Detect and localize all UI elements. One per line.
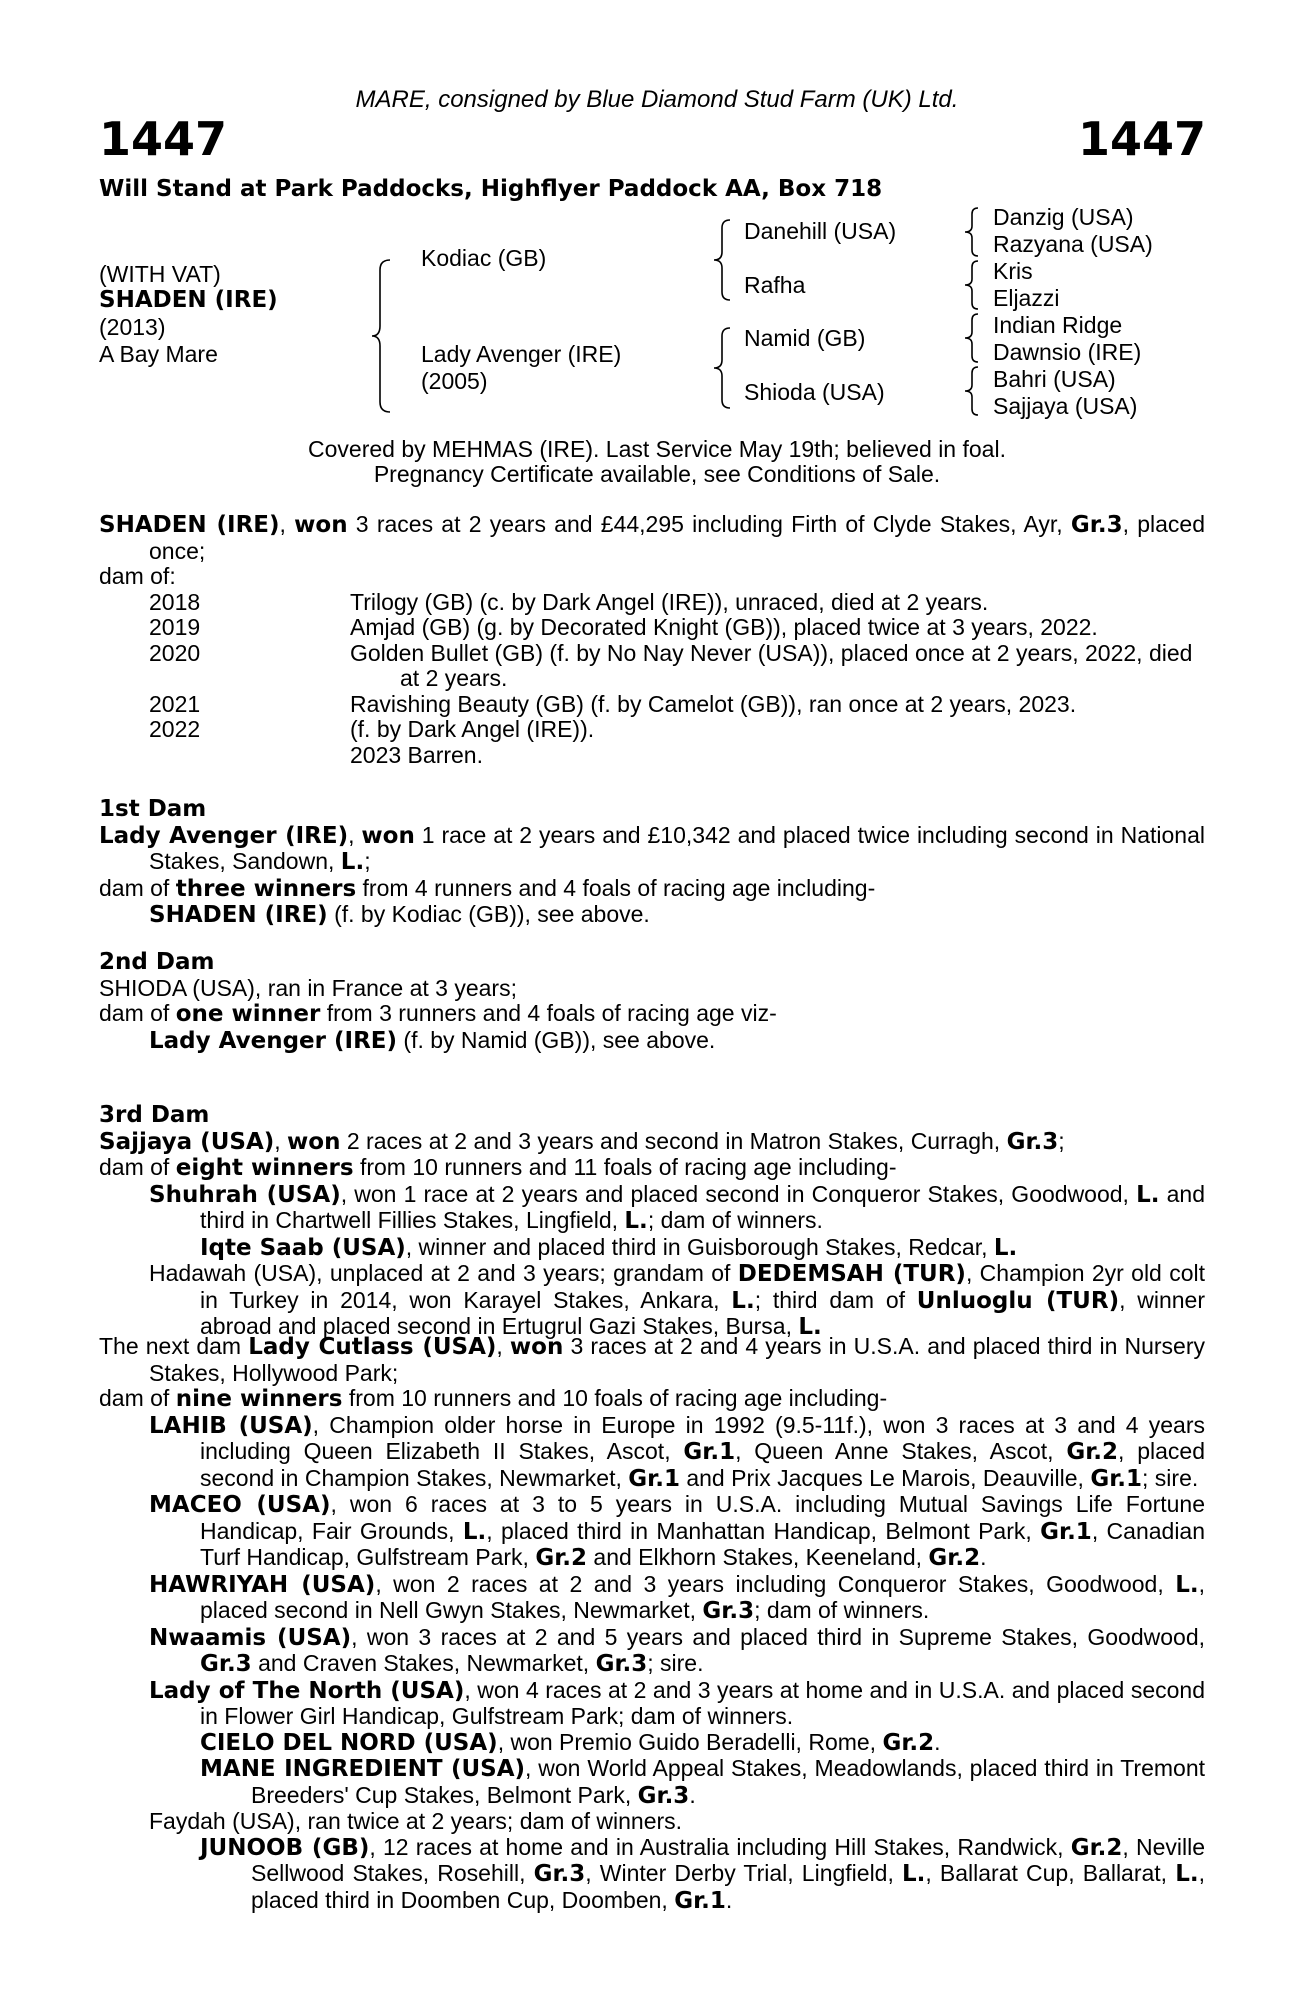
- offspring-text: ; dam of winners.: [647, 1207, 823, 1233]
- offspring-faydah: [149, 1809, 1205, 1835]
- offspring-name: CIELO DEL NORD (USA): [200, 1729, 498, 1756]
- grade: Gr.3: [200, 1651, 252, 1677]
- offspring-text: , 12 races at home and in Australia including Hill Stakes, Randwick,: [369, 1833, 1071, 1860]
- offspring-text: , won World Appeal Stakes, Meadowlands, placed third in Tremont Breeders' Cup Stakes, Belmont Park,: [251, 1755, 1205, 1808]
- offspring-text: .: [725, 1886, 733, 1913]
- produce-year: 2022: [149, 716, 201, 742]
- next-dam-paragraph: The next dam Lady Cutlass (USA), won 3 races at 2 and 4 years in U.S.A. and placed third in Nursery Stakes, Hollywood Park;: [99, 1333, 1206, 1386]
- grade: L.: [1175, 1861, 1199, 1887]
- third-dam-won: won: [287, 1128, 341, 1155]
- next-dam-text: 3 races at 2 and 4 years in U.S.A. and placed third in Nursery Stakes, Hollywood Park;: [149, 1333, 1206, 1386]
- offspring-text: ; dam of winners.: [754, 1597, 930, 1623]
- first-dam-offspring: [149, 902, 1205, 929]
- offspring-lady-of-the-north: [149, 1678, 1205, 1730]
- second-dam-section: [99, 950, 1205, 1054]
- second-dam-heading: 2nd Dam: [99, 949, 215, 975]
- next-dam-section: [99, 1334, 1205, 1914]
- produce-row: [99, 692, 1205, 718]
- lot-number-left: 1447: [99, 112, 228, 166]
- dam-of-text: from 10 runners and 11 foals of racing age including-: [353, 1154, 897, 1180]
- grade: L.: [901, 1861, 926, 1887]
- covered-line: Covered by MEHMAS (IRE). Last Service May 19th; believed in foal.: [308, 436, 1006, 462]
- offspring-text: ; sire.: [1142, 1464, 1199, 1491]
- produce-row: [99, 590, 1205, 616]
- second-dam-line: SHIODA (USA), ran in France at 3 years;: [99, 974, 517, 1001]
- next-dam-name: Lady Cutlass (USA): [248, 1334, 497, 1360]
- produce-text: (f. by Dark Angel (IRE)).: [350, 716, 595, 742]
- offspring-text: , placed second in Champion Stakes, Newmarket,: [200, 1438, 1205, 1491]
- dam-of-text: from 3 runners and 4 foals of racing age viz-: [320, 1000, 777, 1026]
- pedigree-dam-year: (2005): [421, 368, 488, 394]
- offspring-text: , Neville Sellwood Stakes, Rosehill,: [251, 1833, 1205, 1886]
- offspring-text: Hadawah (USA), unplaced at 2 and 3 years; grandam of: [149, 1260, 738, 1286]
- produce-row: [99, 641, 1205, 667]
- offspring-text: and Craven Stakes, Newmarket,: [251, 1650, 596, 1676]
- grade: Gr.2: [535, 1545, 588, 1571]
- grade: Gr.3: [637, 1782, 690, 1809]
- offspring-text: , won 4 races at 2 and 3 years at home and in U.S.A. and placed second in Flower Girl Handicap, Gulfstream Park; dam of winners.: [200, 1676, 1205, 1729]
- pedigree-gen3-4: Eljazzi: [993, 285, 1060, 311]
- pedigree-gen3-6: Dawnsio (IRE): [993, 339, 1142, 365]
- offspring-text: , won 1 race at 2 years and placed second in Conqueror Stakes, Goodwood,: [340, 1180, 1137, 1207]
- grade: L.: [1175, 1571, 1199, 1598]
- first-dam-text-end: ;: [364, 848, 371, 874]
- offspring-text: , won Premio Guido Beradelli, Rome,: [497, 1728, 883, 1755]
- third-dam-produce-summary: [99, 1155, 1205, 1182]
- pedigree-brace-danehill: [962, 206, 984, 258]
- first-dam-name: Lady Avenger (IRE): [99, 822, 349, 849]
- grade: L.: [1136, 1181, 1160, 1208]
- first-dam-text: 1 race at 2 years and £10,342 and placed twice including second in National Stakes, Sandown,: [149, 821, 1205, 874]
- dam-of-label: dam of: [99, 1154, 176, 1180]
- pedigree-gen3-3: Kris: [993, 258, 1033, 284]
- pedigree-gen3-5: Indian Ridge: [993, 312, 1123, 338]
- offspring-text: , placed third in Doomben Cup, Doomben,: [251, 1860, 1205, 1913]
- produce-year: 2020: [149, 639, 201, 666]
- grade: L.: [462, 1518, 487, 1545]
- pedigree-brace-main: [370, 258, 396, 414]
- offspring-hawriyah: [149, 1572, 1205, 1625]
- third-dam-text: 2 races at 2 and 3 years and second in Matron Stakes, Curragh,: [340, 1127, 1007, 1154]
- third-dam-paragraph: Sajjaya (USA), won 2 races at 2 and 3 years and second in Matron Stakes, Curragh, Gr.3;: [99, 1127, 1065, 1155]
- offspring-name: MANE INGREDIENT (USA): [200, 1756, 526, 1782]
- pedigree-gen3-7: Bahri (USA): [993, 366, 1116, 392]
- first-dam-grade: L.: [340, 849, 365, 875]
- pedigree-dam-dam: Shioda (USA): [744, 379, 885, 405]
- offspring-text: (f. by Kodiac (GB)), see above.: [327, 901, 650, 927]
- offspring-name: Nwaamis (USA): [149, 1624, 352, 1651]
- grade: Gr.1: [1040, 1518, 1092, 1545]
- grade: L.: [798, 1314, 822, 1340]
- grade: Gr.1: [1090, 1465, 1143, 1492]
- offspring-text: , placed second in Nell Gwyn Stakes, Newmarket,: [200, 1570, 1205, 1623]
- pedigree-sire-dam: Rafha: [744, 272, 806, 298]
- offspring-name: Lady Avenger (IRE): [149, 1027, 398, 1054]
- first-dam-won: won: [361, 822, 415, 849]
- offspring-maceo: [149, 1492, 1205, 1572]
- next-dam-produce-summary: [99, 1386, 1205, 1413]
- offspring-name: Iqte Saab (USA): [200, 1234, 406, 1261]
- offspring-text: , won 6 races at 3 to 5 years in U.S.A. including Mutual Savings Life Fortune Handicap, Fair Grounds,: [200, 1491, 1206, 1544]
- summary-paragraph: SHADEN (IRE), won 3 races at 2 years and £44,295 including Firth of Clyde Stakes, Ayr, Gr.3, placed once;: [99, 511, 1206, 564]
- dam-of-text: from 10 runners and 10 foals of racing age including-: [342, 1385, 888, 1411]
- grade: Gr.1: [683, 1439, 736, 1465]
- offspring-name: MACEO (USA): [149, 1492, 331, 1518]
- dam-of-label: dam of: [99, 1000, 176, 1026]
- pedigree-dam: Lady Avenger (IRE): [421, 341, 622, 367]
- produce-row: [99, 717, 1205, 743]
- offspring-text: Faydah (USA), ran twice at 2 years; dam of winners.: [149, 1808, 683, 1834]
- offspring-text: .: [980, 1544, 987, 1570]
- produce-row-continuation: 2023 Barren.: [350, 741, 483, 768]
- offspring-shuhrah: [149, 1182, 1205, 1235]
- summary-won: won: [294, 512, 348, 538]
- winners-count: one winner: [175, 1001, 321, 1027]
- offspring-text: , Canadian Turf Handicap, Gulfstream Park,: [200, 1517, 1206, 1570]
- pedigree-brace-rafha: [962, 259, 984, 311]
- winners-count: eight winners: [175, 1155, 354, 1181]
- first-dam-paragraph: Lady Avenger (IRE), won 1 race at 2 years and £10,342 and placed twice including second in National Stakes, Sandown, L.;: [99, 821, 1205, 875]
- dam-of-label: dam of: [99, 874, 176, 901]
- offspring-iqte-saab: [200, 1235, 1205, 1262]
- produce-row-continuation: at 2 years.: [400, 665, 508, 691]
- pedigree-gen3-1: Danzig (USA): [993, 204, 1134, 230]
- pedigree-brace-shioda: [962, 365, 984, 417]
- summary-horse-name: SHADEN (IRE): [99, 512, 280, 538]
- grade: Gr.1: [674, 1887, 726, 1914]
- produce-year: 2018: [149, 588, 201, 615]
- grade: Gr.3: [595, 1651, 648, 1677]
- produce-text: Ravishing Beauty (GB) (f. by Camelot (GB)), ran once at 2 years, 2023.: [350, 690, 1077, 717]
- summary-dam-of: dam of:: [99, 563, 176, 589]
- produce-text: Trilogy (GB) (c. by Dark Angel (IRE)), unraced, died at 2 years.: [350, 588, 989, 615]
- offspring-text: .: [689, 1781, 696, 1808]
- dam-of-label: dam of: [99, 1385, 176, 1411]
- pregnancy-line: Pregnancy Certificate available, see Conditions of Sale.: [373, 461, 941, 487]
- offspring-text: , winner and placed third in Guisborough Stakes, Redcar,: [405, 1233, 994, 1260]
- offspring-text: , Champion 2yr old colt in Turkey in 2014, won Karayel Stakes, Ankara,: [200, 1260, 1205, 1313]
- winners-count: three winners: [175, 875, 357, 902]
- winners-count: nine winners: [175, 1386, 343, 1412]
- offspring-name: SHADEN (IRE): [149, 902, 328, 928]
- summary-grade: Gr.3: [1070, 512, 1123, 538]
- third-dam-name: Sajjaya (USA): [99, 1128, 275, 1155]
- pedigree-gen3-2: Razyana (USA): [993, 231, 1153, 257]
- third-dam-section: [99, 1103, 1205, 1341]
- produce-year: 2019: [149, 614, 201, 640]
- next-dam-label: The next dam: [99, 1333, 249, 1359]
- grade: Gr.2: [1070, 1834, 1123, 1861]
- offspring-text: , Winter Derby Trial, Lingfield,: [585, 1860, 902, 1886]
- grade: Gr.2: [928, 1545, 981, 1571]
- second-dam-produce-summary: [99, 1001, 1205, 1028]
- offspring-text: (f. by Namid (GB)), see above.: [397, 1026, 716, 1053]
- grade: Gr.3: [702, 1598, 755, 1624]
- offspring-name: Shuhrah (USA): [149, 1181, 341, 1208]
- produce-row: [99, 615, 1205, 641]
- produce-year: 2021: [149, 690, 201, 717]
- summary-section: [99, 512, 1205, 768]
- offspring-text: , Queen Anne Stakes, Ascot,: [735, 1438, 1067, 1464]
- third-dam-grade: Gr.3: [1006, 1128, 1059, 1155]
- offspring-name: Unluoglu (TUR): [916, 1287, 1120, 1314]
- summary-text: 3 races at 2 years and £44,295 including Firth of Clyde Stakes, Ayr,: [347, 511, 1071, 537]
- offspring-text: , placed third in Manhattan Handicap, Belmont Park,: [486, 1517, 1041, 1544]
- grade: L.: [624, 1208, 648, 1234]
- grade: Gr.2: [1066, 1439, 1119, 1465]
- offspring-lahib: [149, 1413, 1205, 1493]
- offspring-nwaamis: [149, 1625, 1205, 1678]
- offspring-text: , Ballarat Cup, Ballarat,: [925, 1860, 1176, 1886]
- offspring-name: HAWRIYAH (USA): [149, 1571, 376, 1598]
- stand-location: Will Stand at Park Paddocks, Highflyer Paddock AA, Box 718: [99, 176, 883, 202]
- summary-text-end: , placed once;: [149, 511, 1206, 564]
- grade: Gr.2: [882, 1729, 935, 1756]
- offspring-text: and third in Chartwell Fillies Stakes, Lingfield,: [200, 1180, 1205, 1233]
- grade: Gr.1: [628, 1465, 680, 1492]
- pedigree-dam-sire: Namid (GB): [744, 325, 866, 351]
- offspring-cielo-del-nord: [200, 1730, 1205, 1757]
- dam-of-text: from 4 runners and 4 foals of racing age including-: [356, 874, 876, 901]
- horse-year: (2013): [99, 314, 166, 340]
- produce-list: [99, 590, 1205, 769]
- pedigree-gen3-8: Sajjaya (USA): [993, 393, 1138, 419]
- third-dam-text-end: ;: [1058, 1127, 1065, 1154]
- grade: L.: [993, 1234, 1018, 1261]
- pedigree-brace-namid: [962, 312, 984, 364]
- vat-note: (WITH VAT): [99, 261, 221, 287]
- offspring-text: , won 2 races at 2 and 3 years including Conqueror Stakes, Goodwood,: [375, 1570, 1176, 1597]
- pedigree-brace-dam: [712, 326, 736, 410]
- first-dam-heading: 1st Dam: [99, 796, 207, 822]
- offspring-name: Lady of The North (USA): [149, 1677, 465, 1704]
- offspring-text: ; sire.: [647, 1650, 704, 1676]
- produce-text: Amjad (GB) (g. by Decorated Knight (GB)), placed twice at 3 years, 2022.: [350, 614, 1098, 640]
- grade: Gr.3: [533, 1861, 586, 1887]
- offspring-name: DEDEMSAH (TUR): [737, 1261, 966, 1287]
- offspring-text: , winner abroad and placed second in Ertugrul Gazi Stakes, Bursa,: [200, 1286, 1205, 1339]
- offspring-text: , won 3 races at 2 and 5 years and placed third in Supreme Stakes, Goodwood,: [351, 1623, 1205, 1650]
- lot-number-right: 1447: [1077, 112, 1206, 166]
- offspring-hadawah: [149, 1261, 1205, 1341]
- first-dam-section: [99, 797, 1205, 929]
- horse-description: A Bay Mare: [99, 341, 218, 367]
- third-dam-heading: 3rd Dam: [99, 1102, 210, 1128]
- second-dam-offspring: [149, 1028, 1205, 1055]
- offspring-name: JUNOOB (GB): [200, 1834, 370, 1861]
- pedigree-brace-sire: [712, 218, 736, 302]
- pedigree-sire-sire: Danehill (USA): [744, 218, 897, 244]
- first-dam-produce-summary: [99, 876, 1205, 903]
- consignment-line: MARE, consigned by Blue Diamond Stud Farm (UK) Ltd.: [355, 86, 959, 113]
- offspring-mane-ingredient: [200, 1756, 1205, 1809]
- offspring-text: and Elkhorn Stakes, Keeneland,: [587, 1544, 929, 1570]
- horse-name: SHADEN (IRE): [99, 287, 278, 313]
- offspring-name: LAHIB (USA): [149, 1412, 313, 1439]
- next-dam-won: won: [509, 1334, 564, 1360]
- offspring-text: ; third dam of: [754, 1286, 917, 1313]
- offspring-junoob: [200, 1835, 1205, 1915]
- pedigree-sire: Kodiac (GB): [421, 245, 547, 271]
- offspring-text: , Champion older horse in Europe in 1992 (9.5-11f.), won 3 races at 3 and 4 years including Queen Elizabeth II Stakes, Ascot,: [200, 1411, 1205, 1464]
- offspring-text: and Prix Jacques Le Marois, Deauville,: [679, 1464, 1091, 1491]
- grade: L.: [731, 1287, 755, 1314]
- offspring-text: .: [934, 1728, 941, 1755]
- produce-text: Golden Bullet (GB) (f. by No Nay Never (USA)), placed once at 2 years, 2022, died: [350, 639, 1193, 666]
